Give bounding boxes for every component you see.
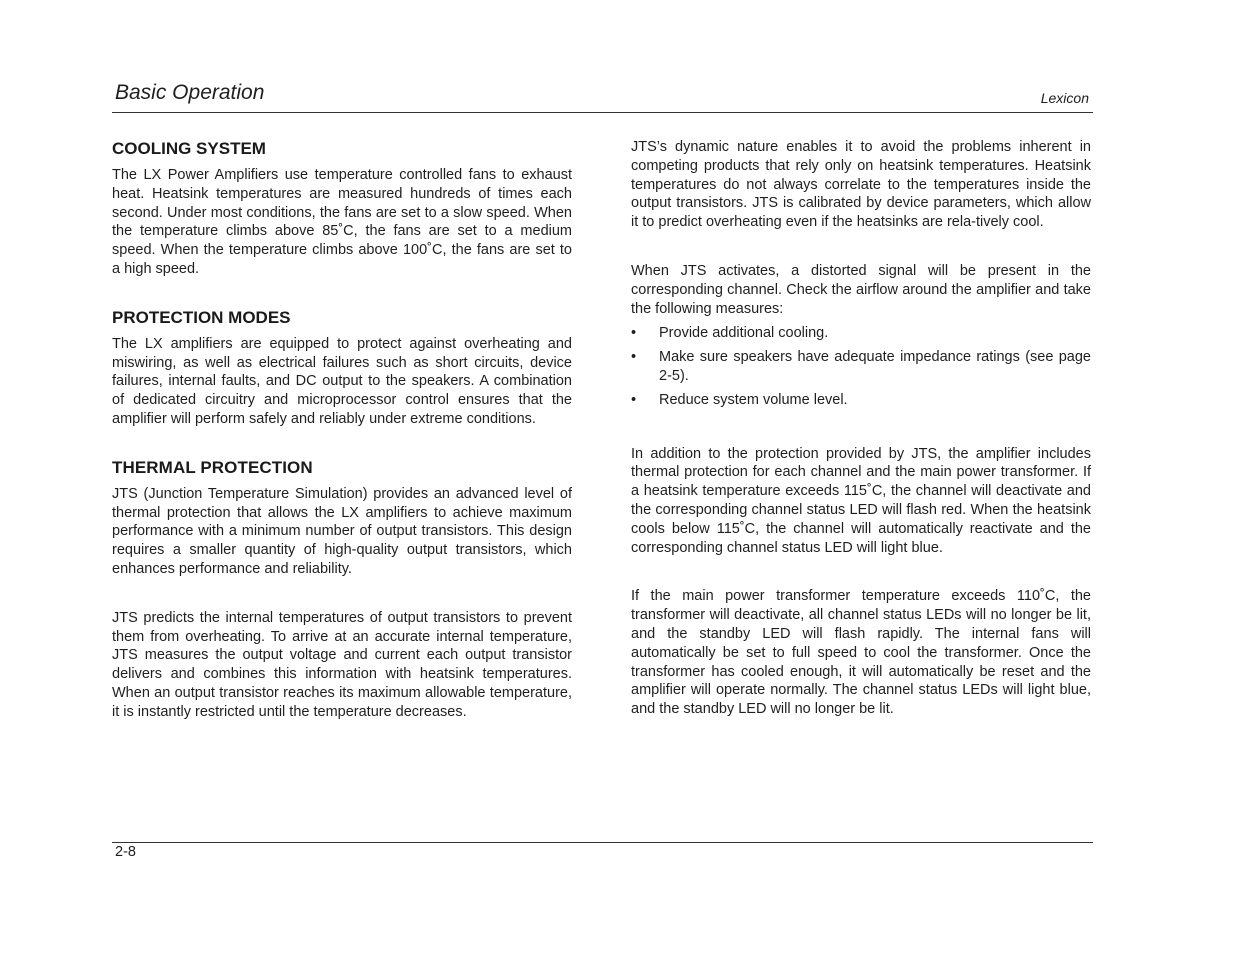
thermal-protection-paragraph-1: JTS (Junction Temperature Simulation) provides an advanced level of thermal protection that allows the LX amplifiers to achieve maximum performance with a minimum number of output transistors. This design requires a smaller quantity of high-quality output transistors, which enhances performance and reliability. xyxy=(112,485,572,577)
list-item-text: Make sure speakers have adequate impedance ratings (see page 2-5). xyxy=(659,349,1091,384)
protection-modes-paragraph: The LX amplifiers are equipped to protect against overheating and miswiring, as well as electrical failures such as short circuits, device failures, internal faults, and DC output to the speakers. A combination of dedicated circuitry and microprocessor control ensures that the amplifier will perform safely and reliably under extreme conditions. xyxy=(112,335,572,427)
right-column xyxy=(631,138,1091,719)
bullet-icon: • xyxy=(631,349,637,366)
jts-activation-paragraph: When JTS activates, a distorted signal will be present in the corresponding channel. Check the airflow around the amplifier and take the following measures: xyxy=(631,262,1091,317)
page-section-title: Basic Operation xyxy=(115,81,265,104)
cooling-system-heading: COOLING SYSTEM xyxy=(112,139,266,158)
jts-dynamic-paragraph: JTS’s dynamic nature enables it to avoid the problems inherent in competing products that rely only on heatsink temperatures. Heatsink temperatures do not always correlate to the temperatures inside the output transistors. JTS is calibrated by device parameters, which allow it to predict overheating even if the heatsinks are rela-tively cool. xyxy=(631,139,1091,231)
list-item xyxy=(631,391,1091,410)
list-item xyxy=(631,324,1091,343)
footer-divider xyxy=(112,842,1093,843)
thermal-protection-heading: THERMAL PROTECTION xyxy=(112,457,313,477)
channel-protection-paragraph: In addition to the protection provided by JTS, the amplifier includes thermal protection for each channel and the main power transformer. If a heatsink temperature exceeds 115˚C, the channel will deactivate and the corresponding channel status LED will flash red. When the heatsink cools below 115˚C, the channel will automatically reactivate and the corresponding channel status LED will light blue. xyxy=(631,445,1091,556)
left-column xyxy=(112,138,572,722)
transformer-protection-paragraph: If the main power transformer temperature exceeds 110˚C, the transformer will deactivate, all channel status LEDs will no longer be lit, and the standby LED will flash rapidly. The internal fans will automatically be set to full speed to cool the transformer. Once the transformer has cooled enough, it will automatically be reset and the amplifier will operate normally. The channel status LEDs will light blue, and the standby LED will no longer be lit. xyxy=(631,588,1091,718)
bullet-icon: • xyxy=(631,391,637,408)
measures-list xyxy=(631,324,1091,409)
list-item xyxy=(631,348,1091,386)
list-item-text: Reduce system volume level. xyxy=(659,391,848,408)
protection-modes-heading: PROTECTION MODES xyxy=(112,307,291,327)
header-divider xyxy=(112,112,1093,113)
thermal-protection-paragraph-2: JTS predicts the internal temperatures of output transistors to prevent them from overheating. To arrive at an accurate internal temperature, JTS measures the output voltage and current each output transistor delivers and combines this information with heatsink temperatures. When an output transistor reaches its maximum allowable temperature, it is instantly restricted until the temperature decreases. xyxy=(112,609,572,720)
bullet-icon: • xyxy=(631,325,637,342)
cooling-system-paragraph: The LX Power Amplifiers use temperature controlled fans to exhaust heat. Heatsink temperatures are measured hundreds of times each second. Under most conditions, the fans are set to a slow speed. When the temperature climbs above 85˚C, the fans are set to a medium speed. When the temperature climbs above 100˚C, the fans are set to a high speed. xyxy=(112,167,572,277)
list-item-text: Provide additional cooling. xyxy=(659,325,829,342)
brand-name: Lexicon xyxy=(1040,90,1089,106)
page-number: 2-8 xyxy=(115,844,136,860)
